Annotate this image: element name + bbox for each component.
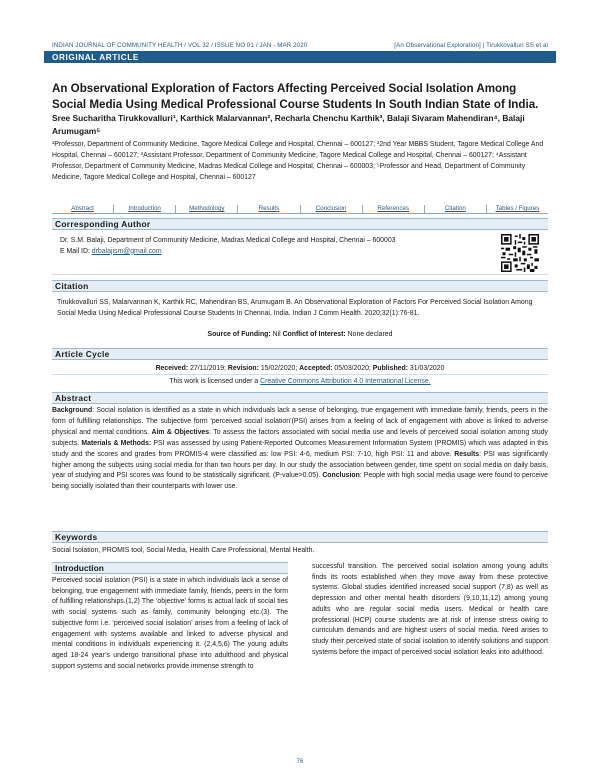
article-cycle-dates: Received: 27/11/2019; Revision: 15/02/2020; Accepted: 05/03/2020; Published: 31/03/2020 (52, 363, 548, 375)
conflict-label: Conflict of Interest: (282, 331, 346, 338)
abstract-heading: Abstract (52, 392, 548, 404)
accepted-label: Accepted: (299, 365, 333, 372)
article-title: An Observational Exploration of Factors Affecting Perceived Social Isolation Among Social Media Using Medical Professional Course Students In South Indian State of India. (52, 82, 539, 111)
corresponding-author-box (52, 231, 548, 275)
citation-heading: Citation (52, 280, 548, 292)
nav-results[interactable]: Results (238, 205, 300, 213)
keywords-text: Social Isolation, PROMIS tool, Social Media, Health Care Professional, Mental Health. (52, 547, 315, 554)
methods-label: Materials & Methods: (81, 439, 152, 447)
published-date: 31/03/2020 (409, 365, 445, 372)
accepted-date: 05/03/2020 (334, 365, 369, 372)
journal-info: INDIAN JOURNAL OF COMMUNITY HEALTH / VOL 32 / ISSUE NO 01 / JAN - MAR 2020 (52, 42, 308, 49)
abstract-body (52, 406, 548, 493)
article-type-banner (44, 51, 556, 63)
article-type-label: ORIGINAL ARTICLE (52, 53, 139, 62)
results-label: Results (454, 450, 480, 458)
affiliations: ¹Professor, Department of Community Medicine, Tagore Medical College and Hospital, Chennai – 600127; ²2nd Year MBBS Student, Tagore Medical College And Hospital, Chennai – 600127; ³Assistant Professor, Department of Community Medicine, Tagore Medical College and Hospital, Chennai – 600127; ⁴Assistant Professor, Department of Community Medicine, Madras Medical College and Hospital, Chennai – 600003; ⁵Professor and Head, Department of Community Medicine, Tagore Medical College and Hospital, Chennai – 600127 (52, 141, 544, 182)
funding-label: Source of Funding: (207, 331, 271, 338)
introduction-column-right: successful transition. The perceived social isolation among young adults finds its roots established when they move away from these protective systems. Global studies identified increased social support (7,8) as well as depression and other mental health disorders (9,10,11,12) among young adults who are regular social media users. Medical or health care professional (HCP) course students are at risk of intense stress owing to curriculum demands and are highest users of social media. Need arises to study their perceived state of social isolation to identify solutions and support systems before the impact of perceived social isolation leaks into adulthood. (312, 563, 548, 656)
keywords-heading: Keywords (52, 531, 548, 543)
section-nav (52, 205, 548, 214)
nav-abstract[interactable]: Abstract (52, 205, 114, 213)
citation-text: Tirukkovalluri SS, Malarvannan K, Karthik RC, Mahendiran BS, Arumugam B. An Observational Exploration of Factors For Perceived Social Isolation Among Social Media Using Medical Professional Course Students In Chennai, India. Indian J Comm Health. 2020;32(1):76-81. (57, 299, 533, 317)
nav-methodology[interactable]: Methodology (176, 205, 238, 213)
qr-code-icon (501, 234, 539, 272)
corresponding-email-row (60, 247, 498, 258)
conclusion-label: Conclusion (322, 472, 360, 480)
funding-line (52, 331, 548, 338)
license-prefix: This work is licensed under a (169, 378, 259, 385)
background-label: Background (52, 407, 93, 414)
conclusion-text: : People with high social media usage were found to perceive being socially isolated than their counterparts with lower use. (52, 472, 548, 491)
aim-text: : To assess the factors associated with social media use and levels of perceived social isolation among study subjects. (52, 428, 548, 447)
methods-text: PSI was assessed by using Patient-Reported Outcomes Measurement Information System (PROMIS) which was adapted in this study and the scores and grades from PROMIS-4 were classified as: low PSI: 4-6, medium PSI: 7-10, high PSI: 11 and above. (52, 439, 548, 458)
background-text: : Social isolation is identified as a state in which individuals lack a sense of belonging, true engagement with immediate family, friends, peers in the form of fulfilling relationships. The subjective form ‘perceived social isolation’(PSI) arises from a feeling of lack of engagement with above is linked to adverse physical and mental conditions. (52, 407, 548, 436)
published-label: Published: (372, 365, 408, 372)
revision-label: Revision: (227, 365, 259, 372)
introduction-heading: Introduction (52, 562, 288, 574)
page-number: 76 (296, 758, 304, 765)
nav-citation[interactable]: Citation (425, 205, 487, 213)
license-link[interactable]: Creative Commons Attribution 4.0 International License. (260, 378, 431, 385)
received-label: Received: (155, 365, 189, 372)
author-list: Sree Sucharitha Tirukkovalluri¹, Karthick Malarvannan², Recharla Chenchu Karthik³, Balaji Sivaram Mahendiran⁴, Balaji Arumugam⁵ (52, 113, 525, 136)
aim-label: Aim & Objectives (151, 428, 210, 436)
running-head (52, 42, 548, 49)
introduction-column-left: Perceived social isolation (PSI) is a state in which individuals lack a sense of belonging, true engagement with immediate family, friends, peers in the form of fulfilling relationships.(1,2) The ‘objective’ forms is actual lack of social ties with social systems such as family, community belonging etc.(3). The subjective form i.e. ‘perceived social isolation’ arises from a feeling of lack of engagement with systems available and linked to adverse physical and mental conditions in individuals experiencing it. (2,4,5,6) The young adults aged 18-24 year’s undergo transitional phase into adulthood and physical support systems and social networks provide immense strength to (52, 577, 288, 670)
nav-tables-figures[interactable]: Tables / Figures (495, 205, 540, 212)
revision-date: 15/02/2020 (260, 365, 296, 372)
corresponding-author-heading: Corresponding Author (52, 218, 548, 230)
received-date: 27/11/2019 (190, 365, 225, 372)
email-label: E Mail ID: (60, 247, 90, 255)
article-cycle-heading: Article Cycle (52, 348, 548, 360)
conflict-value: None declared (347, 331, 393, 338)
nav-introduction[interactable]: Introduction (114, 205, 176, 213)
license-line (52, 376, 548, 387)
nav-conclusion[interactable]: Conclusion (301, 205, 363, 213)
funding-value: Nil (272, 331, 281, 338)
corresponding-author-details (60, 236, 498, 257)
nav-references[interactable]: References (363, 205, 425, 213)
short-title: [An Observational Exploration] | Tirukkovalluri SS et al (394, 42, 548, 49)
corresponding-address: Dr. S.M. Balaji, Department of Community Medicine, Madras Medical College and Hospital, Chennai – 600003 (60, 237, 396, 244)
results-text: : PSI was significantly higher among the subjects using social media for than two hours per day. In our study the association between gender, time spent on social media on daily basis, year of studying and PSI scores was found to be statistically significant. (P-value>0.05). (52, 450, 548, 480)
email-link[interactable]: drbalajism@gmail.com (91, 247, 162, 255)
